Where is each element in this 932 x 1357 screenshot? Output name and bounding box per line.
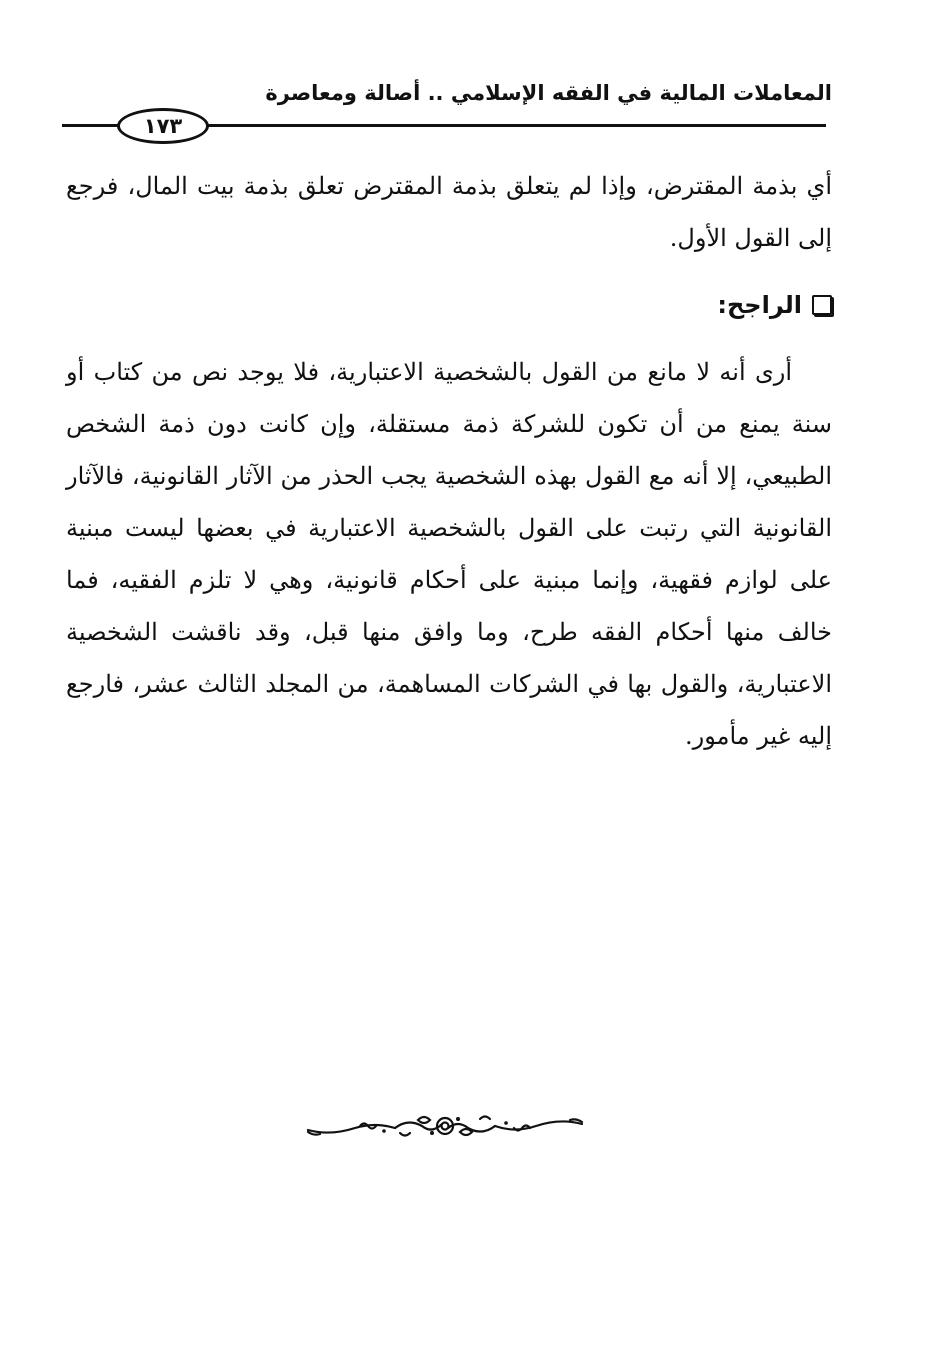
- section-heading-label: الراجح:: [717, 291, 802, 319]
- paragraph-1: أي بذمة المقترض، وإذا لم يتعلق بذمة المقترض تعلق بذمة بيت المال، فرجع إلى القول الأول.: [66, 172, 832, 252]
- ornament-divider-icon: [300, 1106, 590, 1146]
- section-heading: [717, 283, 832, 327]
- page-number: ١٧٣: [117, 108, 209, 144]
- paragraph-2: أرى أنه لا مانع من القول بالشخصية الاعتبارية، فلا يوجد نص من كتاب أو سنة يمنع من أن تكون للشركة ذمة مستقلة، وإن كانت دون ذمة الشخص الطبيعي، إلا أنه مع القول بهذه الشخصية يجب الحذر من الآثار القانونية، فالآثار القانونية التي رتبت على القول بالشخصية الاعتبارية في بعضها ليست مبنية على لوازم فقهية، وإنما مبنية على أحكام قانونية، وهي لا تلزم الفقيه، فما خالف منها أحكام الفقه طرح، وما وافق منها قبل، وقد ناقشت الشخصية الاعتبارية، والقول بها في الشركات المساهمة، من المجلد الثالث عشر، فارجع إليه غير مأمور.: [66, 358, 832, 750]
- running-header-title: المعاملات المالية في الفقه الإسلامي .. أصالة ومعاصرة: [265, 81, 832, 105]
- checkbox-icon: [812, 295, 832, 315]
